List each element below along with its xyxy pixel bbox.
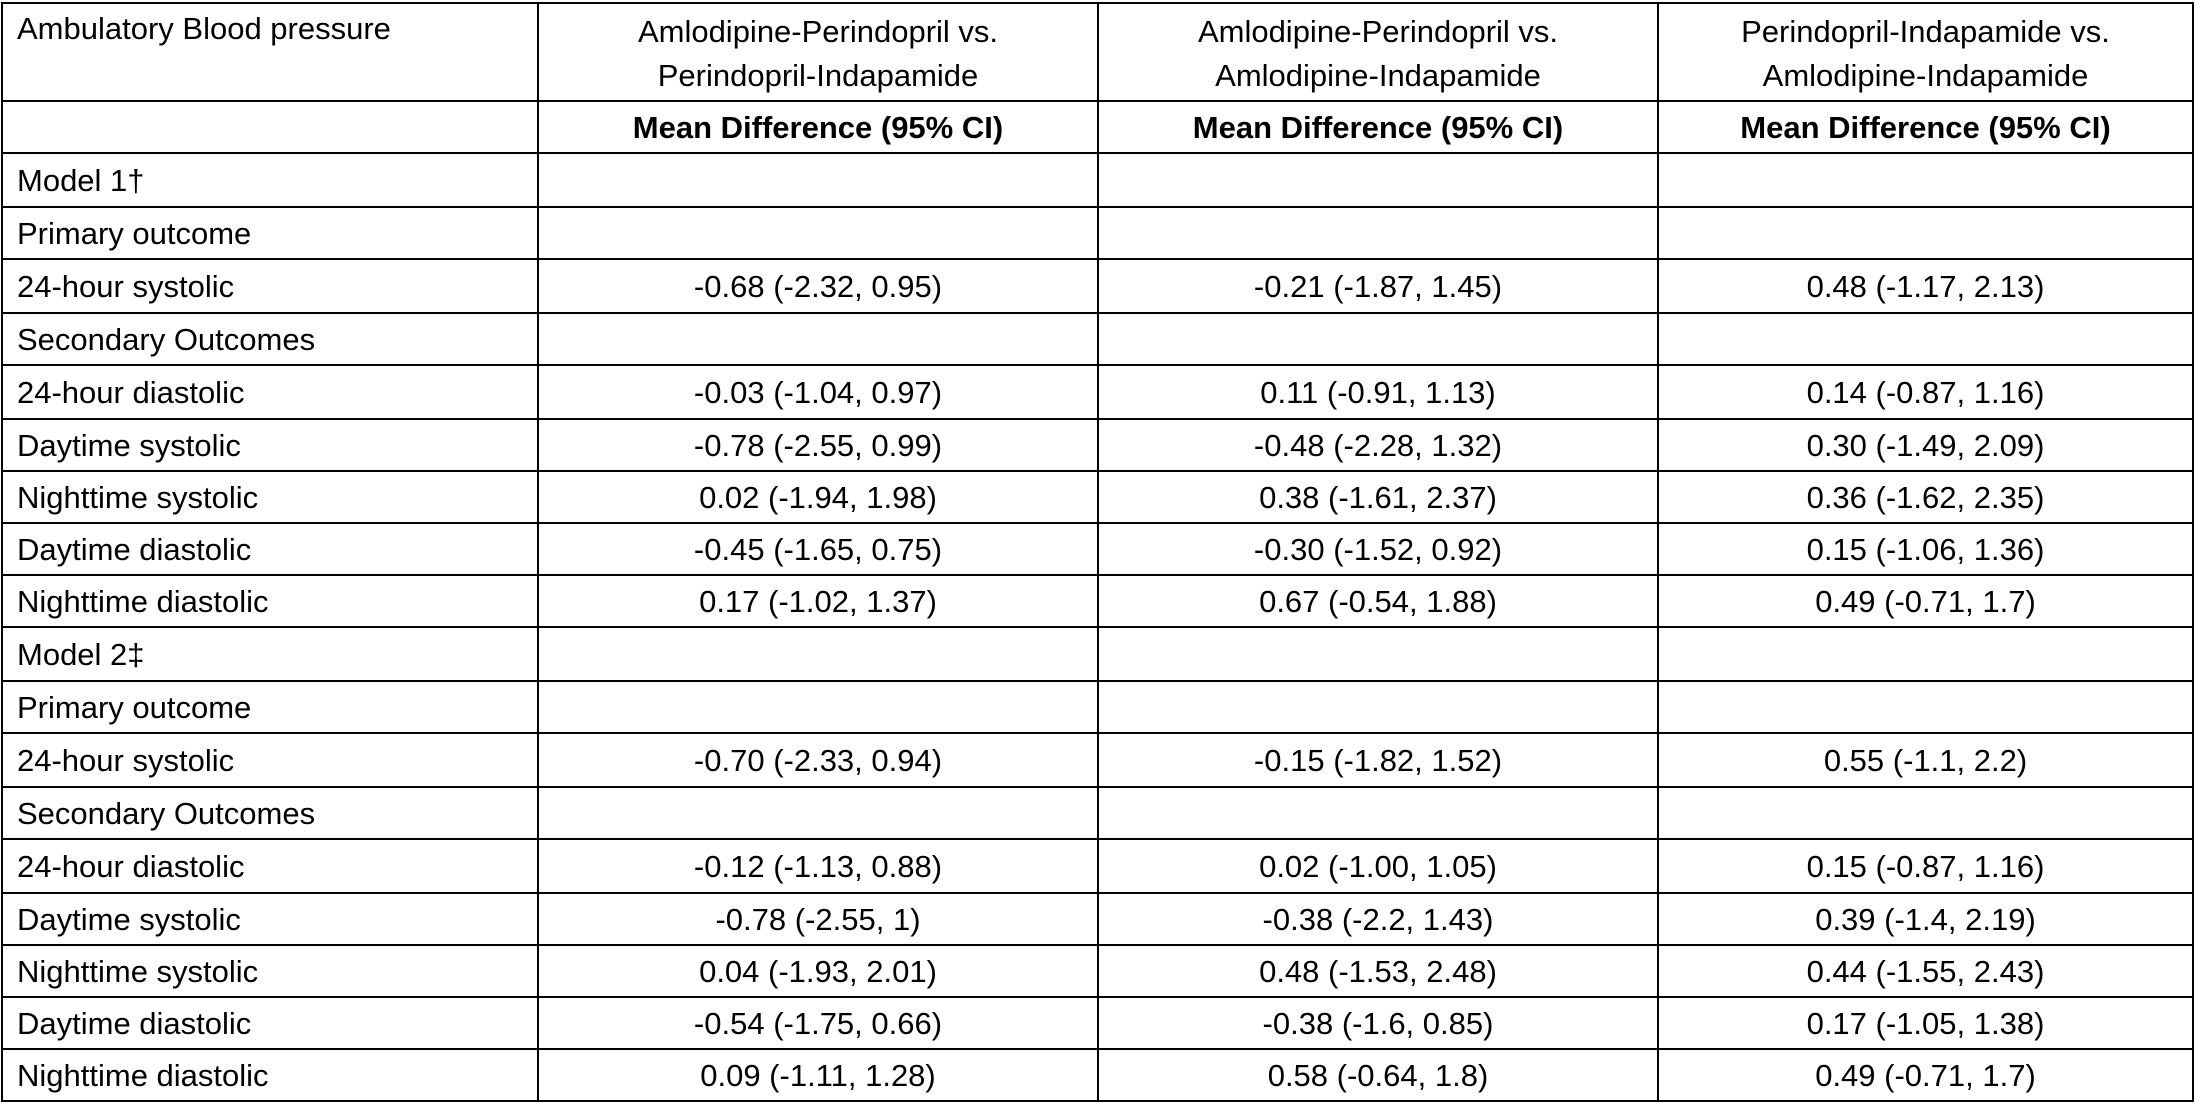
mean-difference-cell: -0.12 (-1.13, 0.88) — [538, 839, 1098, 893]
outcome-label: Nighttime systolic — [2, 471, 538, 523]
primary-outcome-label-row — [2, 207, 2193, 259]
empty-cell — [1658, 681, 2193, 733]
mean-difference-cell: 0.02 (-1.00, 1.05) — [1098, 839, 1658, 893]
empty-cell — [1658, 207, 2193, 259]
empty-cell — [1098, 153, 1658, 207]
column-header-1 — [538, 3, 1098, 101]
empty-cell — [1658, 313, 2193, 365]
empty-cell — [538, 313, 1098, 365]
mean-difference-cell: 0.15 (-1.06, 1.36) — [1658, 523, 2193, 575]
mean-difference-cell: 0.30 (-1.49, 2.09) — [1658, 419, 2193, 471]
secondary-outcomes-label: Secondary Outcomes — [2, 313, 538, 365]
column-header-2 — [1098, 3, 1658, 101]
outcome-label: Daytime diastolic — [2, 523, 538, 575]
table-row — [2, 523, 2193, 575]
mean-difference-cell: -0.78 (-2.55, 0.99) — [538, 419, 1098, 471]
outcome-label: Nighttime diastolic — [2, 575, 538, 627]
results-table — [1, 2, 2194, 1102]
secondary-outcomes-label: Secondary Outcomes — [2, 787, 538, 839]
secondary-outcomes-label-row — [2, 787, 2193, 839]
model-label: Model 1† — [2, 153, 538, 207]
mean-difference-cell: -0.48 (-2.28, 1.32) — [1098, 419, 1658, 471]
mean-difference-cell: 0.09 (-1.11, 1.28) — [538, 1049, 1098, 1101]
table-row — [2, 997, 2193, 1049]
model-label-row — [2, 627, 2193, 681]
mean-difference-cell: 0.38 (-1.61, 2.37) — [1098, 471, 1658, 523]
table-body — [2, 153, 2193, 1101]
subheader-2: Mean Difference (95% CI) — [1098, 101, 1658, 153]
mean-difference-cell: 0.44 (-1.55, 2.43) — [1658, 945, 2193, 997]
mean-difference-cell: 0.04 (-1.93, 2.01) — [538, 945, 1098, 997]
column-header-1-line1: Amlodipine-Perindopril vs. — [637, 14, 999, 49]
empty-cell — [1098, 681, 1658, 733]
outcome-label: Daytime systolic — [2, 419, 538, 471]
empty-cell — [538, 787, 1098, 839]
mean-difference-cell: 0.11 (-0.91, 1.13) — [1098, 365, 1658, 419]
column-header-1-line2: Perindopril-Indapamide — [657, 58, 979, 93]
empty-cell — [538, 153, 1098, 207]
mean-difference-cell: 0.39 (-1.4, 2.19) — [1658, 893, 2193, 945]
mean-difference-cell: -0.38 (-2.2, 1.43) — [1098, 893, 1658, 945]
mean-difference-cell: -0.38 (-1.6, 0.85) — [1098, 997, 1658, 1049]
mean-difference-cell: 0.49 (-0.71, 1.7) — [1658, 1049, 2193, 1101]
header-row — [2, 3, 2193, 101]
mean-difference-cell: -0.30 (-1.52, 0.92) — [1098, 523, 1658, 575]
mean-difference-cell: 0.67 (-0.54, 1.88) — [1098, 575, 1658, 627]
table-row — [2, 1049, 2193, 1101]
mean-difference-cell: -0.45 (-1.65, 0.75) — [538, 523, 1098, 575]
outcome-label: Daytime systolic — [2, 893, 538, 945]
empty-cell — [538, 627, 1098, 681]
table-row — [2, 945, 2193, 997]
mean-difference-cell: 0.49 (-0.71, 1.7) — [1658, 575, 2193, 627]
mean-difference-cell: 0.17 (-1.02, 1.37) — [538, 575, 1098, 627]
table-row — [2, 839, 2193, 893]
mean-difference-cell: 0.58 (-0.64, 1.8) — [1098, 1049, 1658, 1101]
table-row — [2, 733, 2193, 787]
primary-outcome-label-row — [2, 681, 2193, 733]
corner-label: Ambulatory Blood pressure — [2, 3, 538, 101]
table-row — [2, 365, 2193, 419]
mean-difference-cell: -0.15 (-1.82, 1.52) — [1098, 733, 1658, 787]
mean-difference-cell: 0.48 (-1.17, 2.13) — [1658, 259, 2193, 313]
outcome-label: Nighttime diastolic — [2, 1049, 538, 1101]
column-header-2-line1: Amlodipine-Perindopril vs. — [1197, 14, 1559, 49]
empty-cell — [538, 681, 1098, 733]
mean-difference-cell: 0.36 (-1.62, 2.35) — [1658, 471, 2193, 523]
column-header-2-line2: Amlodipine-Indapamide — [1215, 58, 1541, 93]
empty-cell — [1098, 787, 1658, 839]
model-label: Model 2‡ — [2, 627, 538, 681]
outcome-label: Daytime diastolic — [2, 997, 538, 1049]
outcome-label: 24-hour diastolic — [2, 365, 538, 419]
table-row — [2, 471, 2193, 523]
subheader-row — [2, 101, 2193, 153]
column-header-3 — [1658, 3, 2193, 101]
primary-outcome-label: Primary outcome — [2, 681, 538, 733]
outcome-label: 24-hour diastolic — [2, 839, 538, 893]
table-row — [2, 419, 2193, 471]
mean-difference-cell: -0.21 (-1.87, 1.45) — [1098, 259, 1658, 313]
mean-difference-cell: 0.55 (-1.1, 2.2) — [1658, 733, 2193, 787]
empty-cell — [1658, 153, 2193, 207]
column-header-3-line2: Amlodipine-Indapamide — [1762, 58, 2089, 93]
mean-difference-cell: 0.15 (-0.87, 1.16) — [1658, 839, 2193, 893]
empty-cell — [1098, 207, 1658, 259]
mean-difference-cell: -0.78 (-2.55, 1) — [538, 893, 1098, 945]
secondary-outcomes-label-row — [2, 313, 2193, 365]
mean-difference-cell: -0.03 (-1.04, 0.97) — [538, 365, 1098, 419]
subheader-3: Mean Difference (95% CI) — [1658, 101, 2193, 153]
primary-outcome-label: Primary outcome — [2, 207, 538, 259]
mean-difference-cell: 0.17 (-1.05, 1.38) — [1658, 997, 2193, 1049]
mean-difference-cell: 0.14 (-0.87, 1.16) — [1658, 365, 2193, 419]
mean-difference-cell: -0.68 (-2.32, 0.95) — [538, 259, 1098, 313]
subheader-1: Mean Difference (95% CI) — [538, 101, 1098, 153]
table-row — [2, 893, 2193, 945]
empty-cell — [1098, 313, 1658, 365]
empty-cell — [1658, 787, 2193, 839]
subheader-empty-cell — [2, 101, 538, 153]
mean-difference-cell: -0.70 (-2.33, 0.94) — [538, 733, 1098, 787]
mean-difference-cell: 0.48 (-1.53, 2.48) — [1098, 945, 1658, 997]
empty-cell — [1098, 627, 1658, 681]
outcome-label: 24-hour systolic — [2, 259, 538, 313]
mean-difference-cell: -0.54 (-1.75, 0.66) — [538, 997, 1098, 1049]
mean-difference-cell: 0.02 (-1.94, 1.98) — [538, 471, 1098, 523]
table-row — [2, 259, 2193, 313]
outcome-label: 24-hour systolic — [2, 733, 538, 787]
empty-cell — [538, 207, 1098, 259]
outcome-label: Nighttime systolic — [2, 945, 538, 997]
empty-cell — [1658, 627, 2193, 681]
model-label-row — [2, 153, 2193, 207]
table-row — [2, 575, 2193, 627]
column-header-3-line1: Perindopril-Indapamide vs. — [1741, 14, 2110, 49]
